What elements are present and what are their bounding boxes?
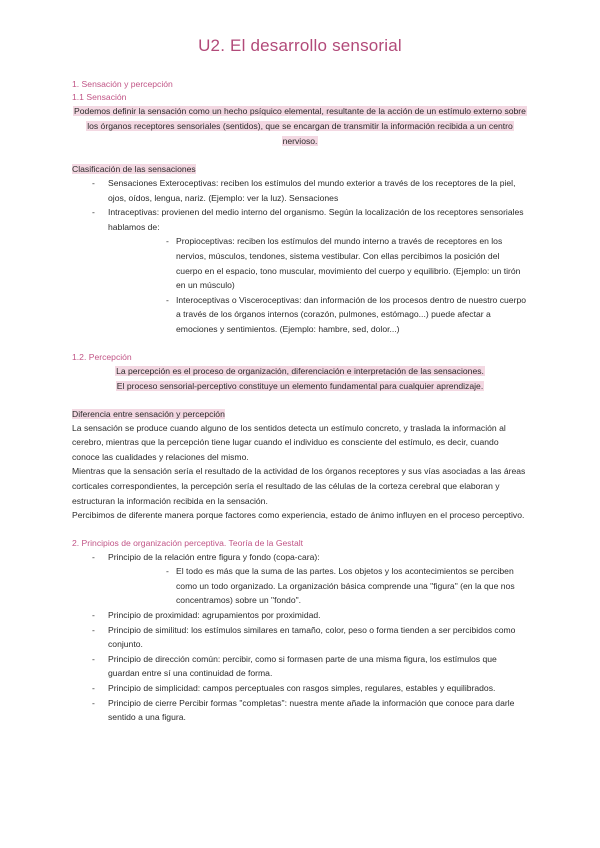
list-item-text: Principio de simplicidad: campos perceptuales con rasgos simples, regulares, estables y equilibrados.: [108, 683, 496, 694]
sensation-definition: [72, 104, 528, 149]
list-item-text: Principio de proximidad: agrupamientos por proximidad.: [108, 610, 321, 621]
sub-list-item: [108, 234, 528, 292]
paragraph: Percibimos de diferente manera porque factores como experiencia, estado de ánimo influyen en el proceso perceptivo.: [72, 510, 525, 521]
list-item-text: Principio de similitud: los estímulos similares en tamaño, color, peso o forma tienden a ser percibidos como conjunto.: [108, 624, 516, 650]
list-item: [72, 205, 528, 336]
list-item-text: Intraceptivas: provienen del medio interno del organismo. Según la localización de los receptores sensoriales hablamos de:: [108, 207, 524, 232]
sub-list-item: [108, 564, 528, 608]
list-item: [72, 681, 528, 696]
difference-heading: [72, 408, 528, 421]
perception-definition-1-text: La percepción es el proceso de organización, diferenciación e interpretación de las sensaciones.: [116, 365, 484, 376]
perception-definition-2-text: El proceso sensorial-perceptivo constituye un elemento fundamental para cualquier aprendizaje.: [116, 380, 484, 391]
paragraph: Mientras que la sensación sería el resultado de la actividad de los órganos receptores y sus vías asociadas a las áreas corticales correspondientes, la percepción sería el resultado de las células de la corteza cerebral que elaboran y estructuran la información recibida en la sensación.: [72, 466, 526, 506]
list-item: [72, 550, 528, 608]
section-1-1-heading: 1.1 Sensación: [72, 92, 127, 102]
sub-list-item: [108, 293, 528, 337]
classification-heading-text: Clasificación de las sensaciones: [72, 164, 196, 174]
paragraph: La sensación se produce cuando alguno de los sentidos detecta un estímulo concreto, y traslada la información al cerebro, mientras que la percepción tiene lugar cuando el individuo es consciente del estímulo, es decir, cuando conoce las cualidades y relaciones del mismo.: [72, 422, 506, 462]
list-item: [72, 652, 528, 681]
list-item: [72, 608, 528, 623]
list-item: [72, 176, 528, 205]
sub-list-item-text: Interoceptivas o Visceroceptivas: dan información de los procesos dentro de nuestro cuerpo a través de los órganos internos (corazón, pulmones, estómago...) puede afectar a emociones y sentimientos. (Ejemplo: hambre, sed, dolor...): [176, 294, 526, 334]
list-item: [72, 623, 528, 652]
document-page: [72, 36, 528, 725]
list-item: [72, 696, 528, 725]
sub-list: [108, 564, 528, 608]
page-title: U2. El desarrollo sensorial: [198, 36, 402, 55]
section-1-heading: 1. Sensación y percepción: [72, 79, 173, 89]
sensation-definition-text: Podemos definir la sensación como un hecho psíquico elemental, resultante de la acción de un estímulo externo sobre los órganos receptores sensoriales (sentidos), que se encargan de transmitir la información recibida a un centro nervioso.: [74, 106, 526, 146]
section-1-2-heading: 1.2. Percepción: [72, 351, 132, 362]
list-item-text: Principio de la relación entre figura y fondo (copa-cara):: [108, 551, 320, 562]
list-item-text: Sensaciones Exteroceptivas: reciben los estímulos del mundo exterior a través de los receptores de la piel, ojos, oídos, lengua, nariz. (Ejemplo: ver la luz). Sensaciones: [108, 178, 516, 203]
section-2-heading: 2. Principios de organización perceptiva. Teoría de la Gestalt: [72, 537, 304, 548]
gestalt-list: [72, 550, 528, 725]
perception-definition-1: [72, 364, 528, 379]
sub-list-item-text: Propioceptivas: reciben los estímulos del mundo interno a través de receptores en los nervios, músculos, tendones, sistema vestibular. Con ellas percibimos la posición del cuerpo en el espacio, tono muscular, movimiento del cuerpo y equilibrio. (Ejemplo: un tirón en un músculo): [176, 236, 521, 291]
list-item-text: Principio de cierre Percibir formas "completas": nuestra mente añade la información que conoce para darle sentido a una figura.: [108, 697, 515, 723]
list-item-text: Principio de dirección común: percibir, como si formasen parte de una misma figura, los estímulos que guardan entre sí una continuidad de forma.: [108, 653, 497, 679]
difference-heading-text: Diferencia entre sensación y percepción: [72, 408, 225, 419]
perception-definition-2: [72, 379, 528, 394]
sub-list: [108, 234, 528, 336]
classification-heading: [72, 163, 528, 176]
classification-list: [72, 176, 528, 337]
sub-list-item-text: El todo es más que la suma de las partes. Los objetos y los acontecimientos se perciben como un todo organizado. La organización básica comprende una "figura" (en la que nos concentramos) sobre un "fondo".: [176, 566, 515, 606]
